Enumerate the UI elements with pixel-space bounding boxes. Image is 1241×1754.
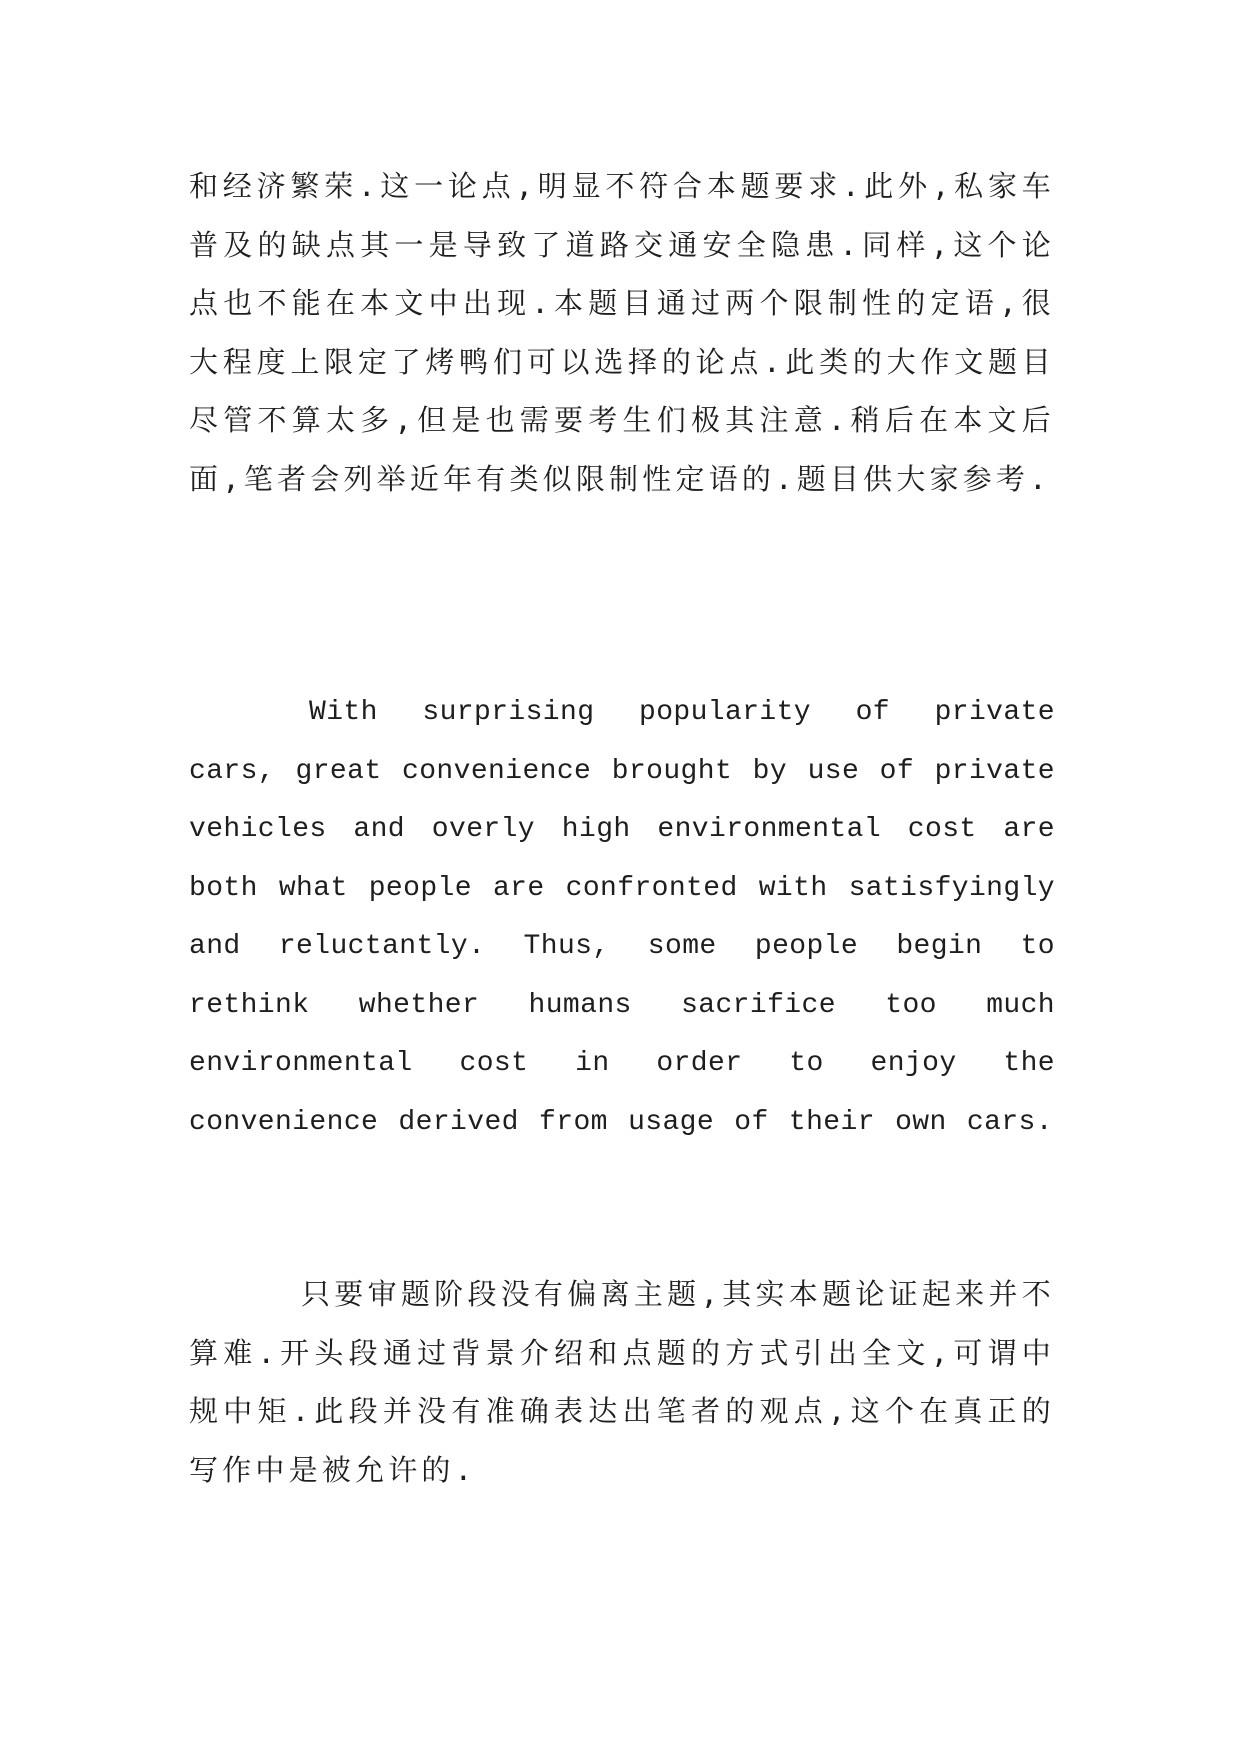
paragraph-english-sample: With surprising popularity of private cars, great convenience brought by use of private vehicles and overly high environmental cost are both what people are confronted with satisfyingly and reluctantly. Thus, some people begin to rethink whether humans sacrifice too much environmental cost in order to enjoy the convenience derived from usage of their own cars.	[189, 697, 1055, 1138]
paragraph-chinese-commentary: 只要审题阶段没有偏离主题,其实本题论证起来并不算难.开头段通过背景介绍和点题的方式引出全文,可谓中规中矩.此段并没有准确表达出笔者的观点,这个在真正的写作中是被允许的.	[189, 1277, 1055, 1487]
paragraph-chinese-analysis: 和经济繁荣.这一论点,明显不符合本题要求.此外,私家车普及的缺点其一是导致了道路交通安全隐患.同样,这个论点也不能在本文中出现.本题目通过两个限制性的定语,很大程度上限定了烤鸭们可以选择的论点.此类的大作文题目尽管不算太多,但是也需要考生们极其注意.稍后在本文后面,笔者会列举近年有类似限制性定语的.题目供大家参考.	[189, 169, 1055, 496]
